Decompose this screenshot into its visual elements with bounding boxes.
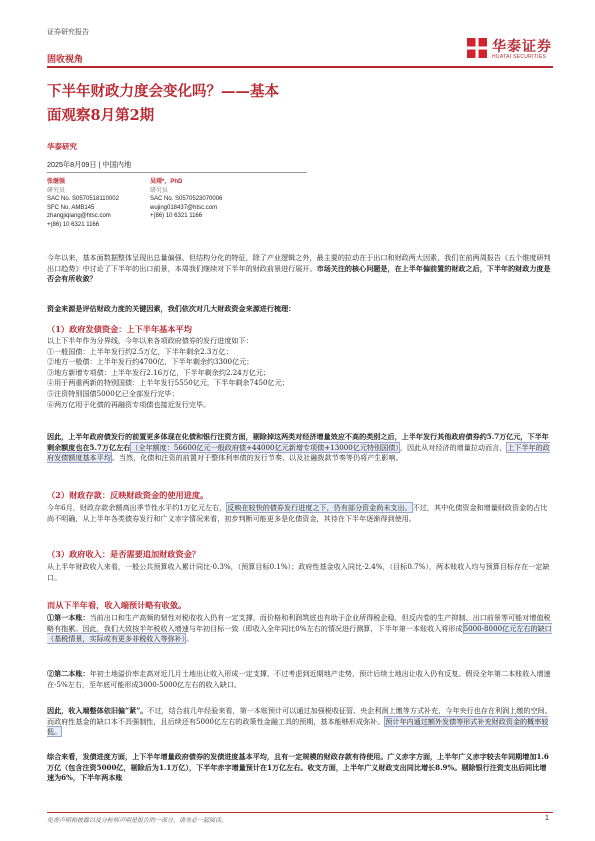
analyst-role: 研究员 xyxy=(47,187,66,194)
footer-disclaimer: 免责声明和披露以及分析师声明是报告的一部分，请务必一起阅读。 xyxy=(47,817,228,824)
analyst-phone: +(86) 10 6321 1166 xyxy=(150,213,203,219)
analyst-phone: +(86) 10 6321 1166 xyxy=(47,221,100,228)
analyst-card xyxy=(150,178,260,221)
list-item: ⑥两万亿用于化债的再融资专项债也接近发行完毕。 xyxy=(47,399,211,409)
section-heading-1: （1）政府发债资金：上下半年基本平均 xyxy=(47,324,192,334)
section-3-subheading: 而从下半年看，收入端预计略有收敛。 xyxy=(47,600,187,610)
footer-rule xyxy=(47,812,553,813)
item-text: 当前出口和生产高频的韧性对税收收入仍有一定支撑，而价格和利润筑底也有助于企业所得税企稳，但反内卷的生产抑制、出口前景等可能对增值税略有拖累。因此，我们大致按半年税收入增速与年初目标一致（即收入全年同比0%左右的情况进行测算，下半年第一本账收入将形成 xyxy=(47,613,551,633)
summary-highlight: 上下半年的政府发债额度基本平均 xyxy=(47,442,550,463)
page-title xyxy=(47,80,279,128)
report-date: 2025年8月09日 xyxy=(47,160,97,169)
section-heading-3: （3）政府收入：是否需要追加财政资金？ xyxy=(47,549,201,559)
brand-name-en: HUATAI SECURITIES xyxy=(492,54,547,60)
header-rule xyxy=(47,66,553,68)
list-item: ③地方新增专项债：上半年发行2.16万亿，下半年剩余约2.24万亿元； xyxy=(47,367,271,377)
conclusion-text: 不过，结合前几年经验来看，第一本账预计可以通过加强税收征管、央企利润上缴等方式补充，今年央行也存在利润上缴的空间。而政府性基金的缺口本不具强制性，且后续还有5000亿左右的政策性金融工具的预期，基本能够形成弥补。 xyxy=(47,706,552,726)
conclusion-paragraph xyxy=(47,706,553,738)
section-2-text: 不过，其中化债资金和增量财政资金的占比尚不明确，从上半年各类债券发行和广义赤字情况来看，初步判断可能更多是化债资金，其待在下半年逐渐得到使用。 xyxy=(47,503,548,523)
section-1-summary xyxy=(47,432,553,464)
section-1-list xyxy=(47,336,553,410)
analyst-name: 吴靖*，PhD xyxy=(150,179,183,185)
title-line-1: 下半年财政力度会变化吗？——基本 xyxy=(47,83,279,100)
summary-tail: 。当然，化债和注资的前置对于整体利率债的发行节奏、以及社融拨款节奏等仍将产生影响。 xyxy=(111,453,403,463)
report-date-line: 2025年8月09日 | 中国内地 xyxy=(47,160,132,169)
item-highlight: 5000-8000亿元左右的缺口（基税情景，实际或有更多非税收入等弥补） xyxy=(47,623,552,644)
item-label: ①第一本账： xyxy=(47,613,90,622)
list-item: ①一般国债：上半年发行约2.5万亿，下半年剩余2.3万亿； xyxy=(47,346,233,356)
summary-bold: 因此，上半年政府债发行的前置更多体现在化债和银行注资方面，剔除掉这两类对经济增量效应不高的类别之后，上半年发行其他政府债券约5.7万亿元，下半年剩余额度也在5.7万亿左右 xyxy=(47,432,549,452)
final-paragraph: 综合来看，发债进度方面，上下半年增量政府债券的发债进度基本平均，且有一定规模的财政存款有待使用。广义赤字方面，上半年广义赤字较去年同期增加1.6万亿（包含注资5000亿，剔除后为1.1万亿），下半年赤字增量预计在1万亿左右。收支方面，上半年广义财政支出同比增长8.9%。剔除银行注资支出后同比增速为6%，下半年两本账 xyxy=(47,752,549,783)
lead-sentence: 资金来源是评估财政力度的关键因素，我们依次对几大财政资金来源进行梳理： xyxy=(47,304,296,313)
analyst-sac: SAC No. S0570523070006 xyxy=(150,196,223,202)
list-item: ④用于两重两新的特别国债：上半年发行5550亿元，下半年剩余7450亿元； xyxy=(47,378,289,388)
huatai-logo-icon xyxy=(465,36,489,60)
analyst-role: 研究员 xyxy=(150,187,169,194)
section-3-item-2 xyxy=(47,669,553,690)
column-name: 固收视角 xyxy=(47,54,84,64)
brand-name: 华泰证券 xyxy=(492,38,552,54)
summary-highlight: （全年额度：56600亿元一般政府债+44000亿元新增专项债+13000亿元特别国债） xyxy=(131,442,399,452)
section-2-paragraph xyxy=(47,503,553,524)
item-text: 年初土地溢价率走高对近几月土地出让收入形成一定支撑，不过考虑到近期地产走势，预计后续土地出让收入仍有反复。假设全年第二本账收入增速在-5%左右，至年底可能形成3000-5000亿左右的收入缺口。 xyxy=(47,669,551,689)
summary-text: ，因此从对经济的增量拉动而言， xyxy=(399,442,507,452)
section-1-intro: 以上下半年作为分界线，今年以来各项政府债券的发行进度如下： xyxy=(47,336,253,345)
intro-paragraph xyxy=(47,253,553,285)
section-heading-2: （2）财政存款：反映财政资金的使用进度。 xyxy=(47,490,209,500)
item-end: 。 xyxy=(186,634,194,644)
conclusion-highlight: 预计年内通过额外发债等形式补充财政资金的概率较低。 xyxy=(47,716,549,737)
team-name: 华泰研究 xyxy=(47,142,77,151)
list-item: ⑤注资特别国债5000亿已全部发行完毕； xyxy=(47,388,179,398)
analyst-sac: SAC No. S0570518110002 xyxy=(47,196,119,202)
analyst-sfc: SFC No. AMB145 xyxy=(47,204,95,211)
section-3-paragraph: 从上半年财政收入来看，一般公共预算收入累计同比-0.3%，（预算目标0.1%）；政府性基金收入同比-2.4%，（目标0.7%），两本账收入均与预算目标存在一定缺口。 xyxy=(47,562,550,582)
conclusion-bold: 因此，收入端整体依旧偏“紧”。 xyxy=(47,706,148,715)
section-2-text: 今年6月，财政存款余额高出季节性水平约1万亿元左右， xyxy=(47,503,227,512)
meta-divider xyxy=(47,172,307,173)
list-item: ②地方一般债：上半年发行约4700亿，下半年剩余约3300亿元； xyxy=(47,357,254,367)
analyst-card xyxy=(47,178,147,229)
section-2-highlight: 反映在较快的债券发行进度之下，仍有部分资金尚未支出。 xyxy=(227,503,412,512)
report-type: 证券研究报告 xyxy=(47,29,89,36)
analyst-name: 张继强 xyxy=(47,179,66,185)
intro-key-question: 市场关注的核心问题是，在上半年偏前置的财政之后，下半年的财政力度是否会有所收敛？ xyxy=(47,263,551,284)
brand-logo xyxy=(465,36,489,64)
analyst-email[interactable]: wujing018437@htsc.com xyxy=(150,204,218,211)
item-label: ②第二本账： xyxy=(47,669,90,678)
analyst-email[interactable]: zhangjiqiang@htsc.com xyxy=(47,213,111,219)
title-line-2: 面观察8月第2期 xyxy=(47,107,155,124)
report-region: 中国内地 xyxy=(102,160,132,169)
page-number: 1 xyxy=(545,815,549,822)
intro-text: 今年以来，基本面数据整体呈现出总量偏强、但结构分化的特征，除了产业逻辑之外，最主要的拉动在于出口和财政两大因素，我们在前两周报告《五个维度研判出口趋势》中讨论了下半年的出口前景，本周我们继续对下半年的财政前景进行展开。 xyxy=(47,253,551,273)
section-3-item-1 xyxy=(47,613,553,645)
